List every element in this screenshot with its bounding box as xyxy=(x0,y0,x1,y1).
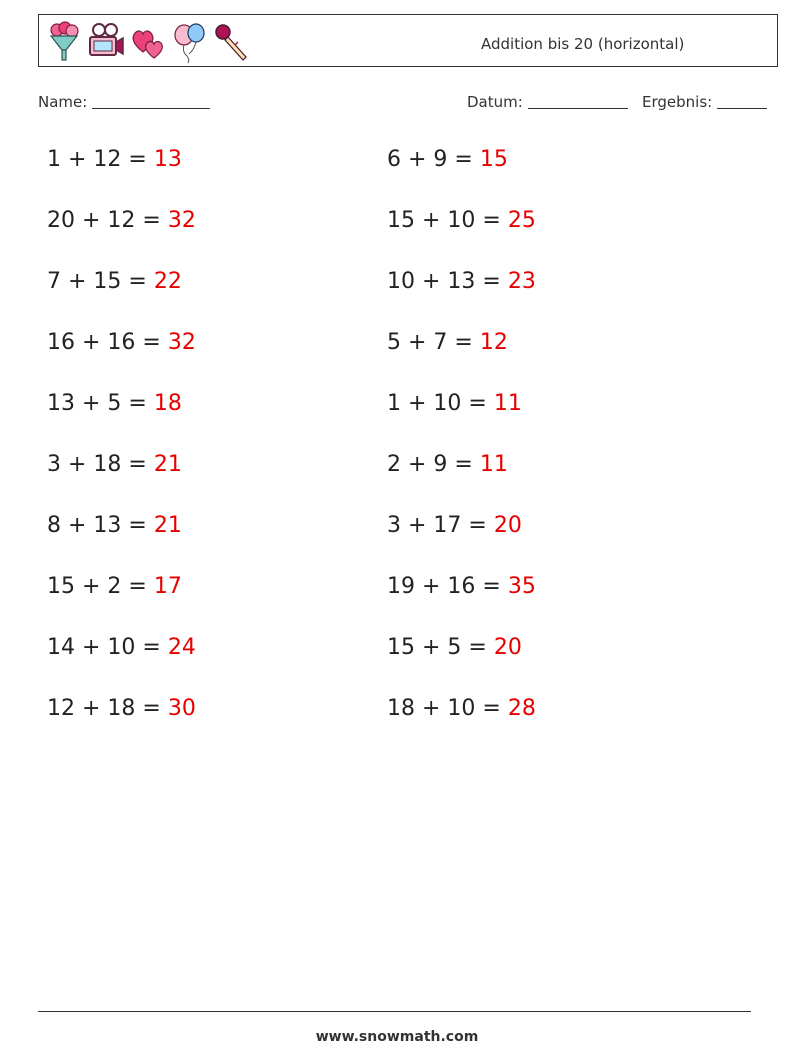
header-box xyxy=(38,14,778,67)
date-blank[interactable] xyxy=(528,94,628,109)
problem-answer: 18 xyxy=(153,391,182,416)
problem-question: 19 + 16 = xyxy=(387,574,501,599)
balloons-icon xyxy=(171,20,209,64)
problem-question: 20 + 12 = xyxy=(47,208,161,233)
problem-item xyxy=(47,269,182,294)
problem-question: 15 + 5 = xyxy=(387,635,487,660)
problem-answer: 17 xyxy=(153,574,182,599)
microphone-icon xyxy=(213,20,251,64)
problem-question: 13 + 5 = xyxy=(47,391,147,416)
problem-item xyxy=(387,269,536,294)
problem-answer: 30 xyxy=(167,696,196,721)
problem-item xyxy=(387,574,536,599)
problem-question: 10 + 13 = xyxy=(387,269,501,294)
problem-question: 6 + 9 = xyxy=(387,147,473,172)
problem-answer: 20 xyxy=(493,513,522,538)
problem-item xyxy=(387,635,522,660)
problem-item xyxy=(47,696,196,721)
problem-question: 15 + 2 = xyxy=(47,574,147,599)
problem-item xyxy=(47,574,182,599)
problem-question: 16 + 16 = xyxy=(47,330,161,355)
result-blank[interactable] xyxy=(717,94,767,109)
problem-question: 18 + 10 = xyxy=(387,696,501,721)
problem-item xyxy=(387,147,508,172)
problem-question: 5 + 7 = xyxy=(387,330,473,355)
problem-item xyxy=(387,452,508,477)
problem-item xyxy=(387,513,522,538)
problem-answer: 32 xyxy=(167,330,196,355)
date-label: Datum: xyxy=(467,93,523,111)
problem-question: 3 + 17 = xyxy=(387,513,487,538)
problem-item xyxy=(47,147,182,172)
name-field xyxy=(38,93,210,111)
date-field xyxy=(467,93,628,111)
name-blank[interactable] xyxy=(92,94,210,109)
problem-question: 7 + 15 = xyxy=(47,269,147,294)
worksheet-title: Addition bis 20 (horizontal) xyxy=(481,35,685,53)
result-label: Ergebnis: xyxy=(642,93,713,111)
hearts-icon xyxy=(129,20,167,64)
footer-divider xyxy=(38,1011,751,1012)
problem-answer: 21 xyxy=(153,452,182,477)
problem-item xyxy=(387,391,522,416)
problem-item xyxy=(47,330,196,355)
icon-strip xyxy=(45,20,251,64)
problem-item xyxy=(387,330,508,355)
problem-question: 8 + 13 = xyxy=(47,513,147,538)
problem-item xyxy=(47,452,182,477)
problem-answer: 11 xyxy=(479,452,508,477)
problem-question: 2 + 9 = xyxy=(387,452,473,477)
footer-url: www.snowmath.com xyxy=(315,1029,479,1045)
problem-item xyxy=(47,208,196,233)
problem-item xyxy=(47,635,196,660)
problem-question: 15 + 10 = xyxy=(387,208,501,233)
problem-question: 1 + 10 = xyxy=(387,391,487,416)
problem-question: 3 + 18 = xyxy=(47,452,147,477)
problem-item xyxy=(387,208,536,233)
problem-answer: 32 xyxy=(167,208,196,233)
problem-question: 1 + 12 = xyxy=(47,147,147,172)
problem-answer: 11 xyxy=(493,391,522,416)
problem-item xyxy=(387,696,536,721)
problem-answer: 15 xyxy=(479,147,508,172)
result-field xyxy=(642,93,767,111)
problem-answer: 21 xyxy=(153,513,182,538)
name-label: Name: xyxy=(38,93,88,111)
problem-answer: 12 xyxy=(479,330,508,355)
problem-answer: 35 xyxy=(507,574,536,599)
problem-answer: 28 xyxy=(507,696,536,721)
problem-answer: 25 xyxy=(507,208,536,233)
problem-answer: 22 xyxy=(153,269,182,294)
problem-answer: 13 xyxy=(153,147,182,172)
problem-answer: 23 xyxy=(507,269,536,294)
movie-camera-icon xyxy=(87,20,125,64)
problem-answer: 20 xyxy=(493,635,522,660)
problem-item xyxy=(47,513,182,538)
problem-answer: 24 xyxy=(167,635,196,660)
problem-question: 14 + 10 = xyxy=(47,635,161,660)
problem-question: 12 + 18 = xyxy=(47,696,161,721)
problem-item xyxy=(47,391,182,416)
flower-bouquet-icon xyxy=(45,20,83,64)
